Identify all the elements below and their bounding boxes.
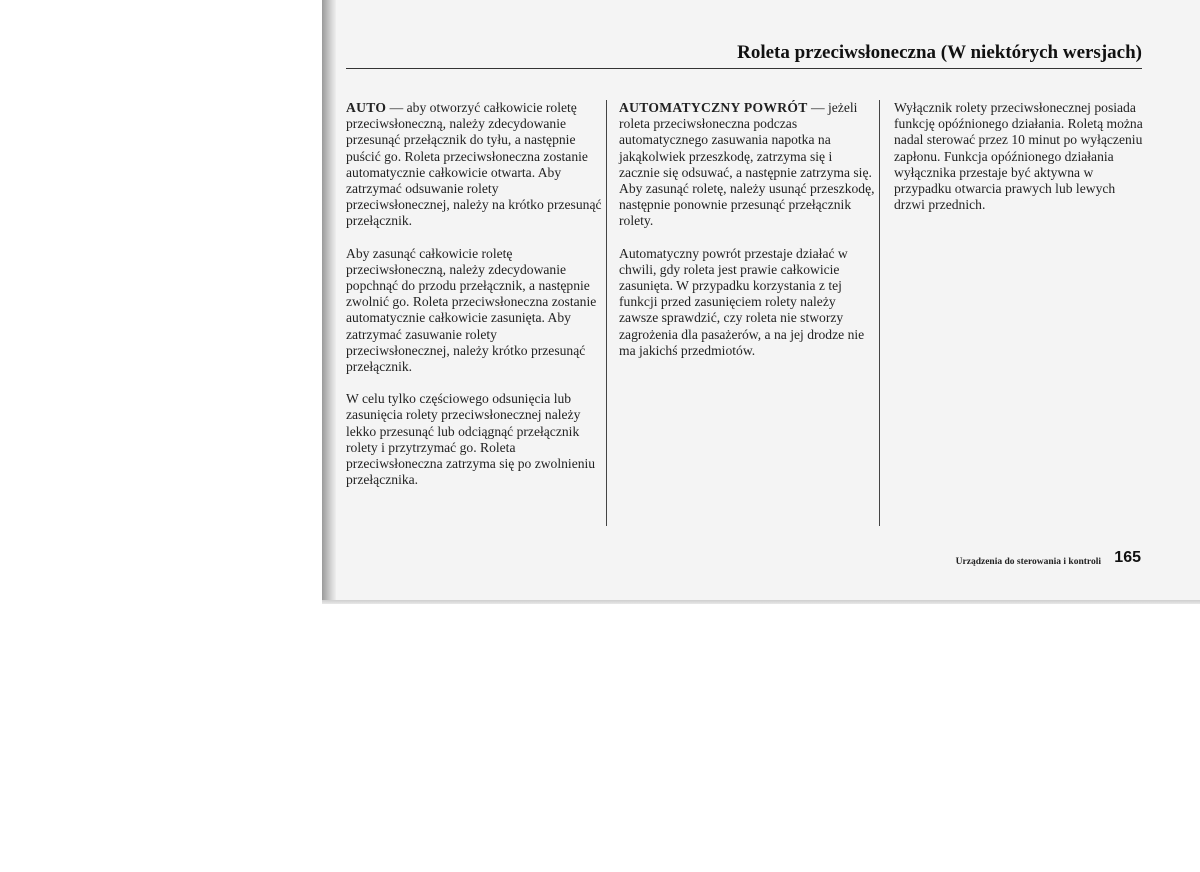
footer-section-name: Urządzenia do sterowania i kontroli — [955, 557, 1101, 567]
paragraph-text: Aby zasunąć całkowicie roletę przeciwsłoneczną, należy zdecydowanie popchnąć do przodu przełącznik, a następnie zwolnić go. Roleta przeciwsłoneczna zostanie automatycznie całkowicie zasunięta. Aby zatrzymać zasuwanie rolety przeciwsłonecznej, należy krótko przesunąć przełącznik. — [346, 245, 597, 375]
text-column-2 — [619, 100, 875, 375]
paragraph — [619, 246, 875, 359]
section-title: Roleta przeciwsłoneczna (W niektórych wersjach) — [737, 42, 1142, 63]
paragraph-lead: AUTOMATYCZNY POWRÓT — [619, 100, 808, 115]
paragraph-text: W celu tylko częściowego odsunięcia lub zasunięcia rolety przeciwsłonecznej należy lekko przesunąć lub odciągnąć przełącznik rolety i przytrzymać go. Roleta przeciwsłoneczna zatrzyma się po zwolnieniu przełącznika. — [346, 391, 596, 488]
paragraph — [346, 391, 604, 488]
paragraph — [346, 100, 604, 230]
paragraph — [619, 100, 875, 230]
page-edge — [322, 600, 1200, 604]
column-divider — [606, 100, 607, 526]
paragraph-lead: AUTO — [346, 100, 387, 115]
paragraph-text: — jeżeli roleta przeciwsłoneczna podczas automatycznego zasuwania napotka na jakąkolwiek przeszkodę, zatrzyma się i zacznie się odsuwać, a następnie zatrzyma się. Aby zasunąć roletę, należy usunąć przeszkodę, następnie ponownie przesunąć przełącznik rolety. — [619, 100, 875, 229]
column-divider — [879, 100, 880, 526]
paragraph-text: Automatyczny powrót przestaje działać w chwili, gdy roleta jest prawie całkowicie zasunięta. W przypadku korzystania z tej funkcji przed zasunięciem rolety należy zawsze sprawdzić, czy roleta nie stworzy zagrożenia dla pasażerów, a na jej drodze nie ma jakichś przedmiotów. — [619, 245, 865, 358]
page-gutter — [322, 0, 336, 604]
paragraph — [894, 100, 1148, 213]
paragraph-text: Wyłącznik rolety przeciwsłonecznej posiada funkcję opóźnionego działania. Roletą można nadal sterować przez 10 minut po wyłączeniu zapłonu. Funkcja opóźnionego działania wyłącznika przestaje być aktywna w przypadku otwarcia prawych lub lewych drzwi przednich. — [894, 100, 1143, 213]
paragraph — [346, 246, 604, 376]
header-rule — [346, 68, 1142, 69]
paragraph-text: — aby otworzyć całkowicie roletę przeciwsłoneczną, należy zdecydowanie przesunąć przełącznik do tyłu, a następnie puścić go. Roleta przeciwsłoneczna zostanie automatycznie całkowicie otwarta. Aby zatrzymać odsuwanie rolety przeciwsłonecznej, należy na krótko przesunąć przełącznik. — [346, 100, 602, 229]
text-column-1 — [346, 100, 604, 504]
manual-page — [322, 0, 1200, 604]
text-column-3 — [894, 100, 1148, 229]
page-number: 165 — [1114, 549, 1141, 566]
